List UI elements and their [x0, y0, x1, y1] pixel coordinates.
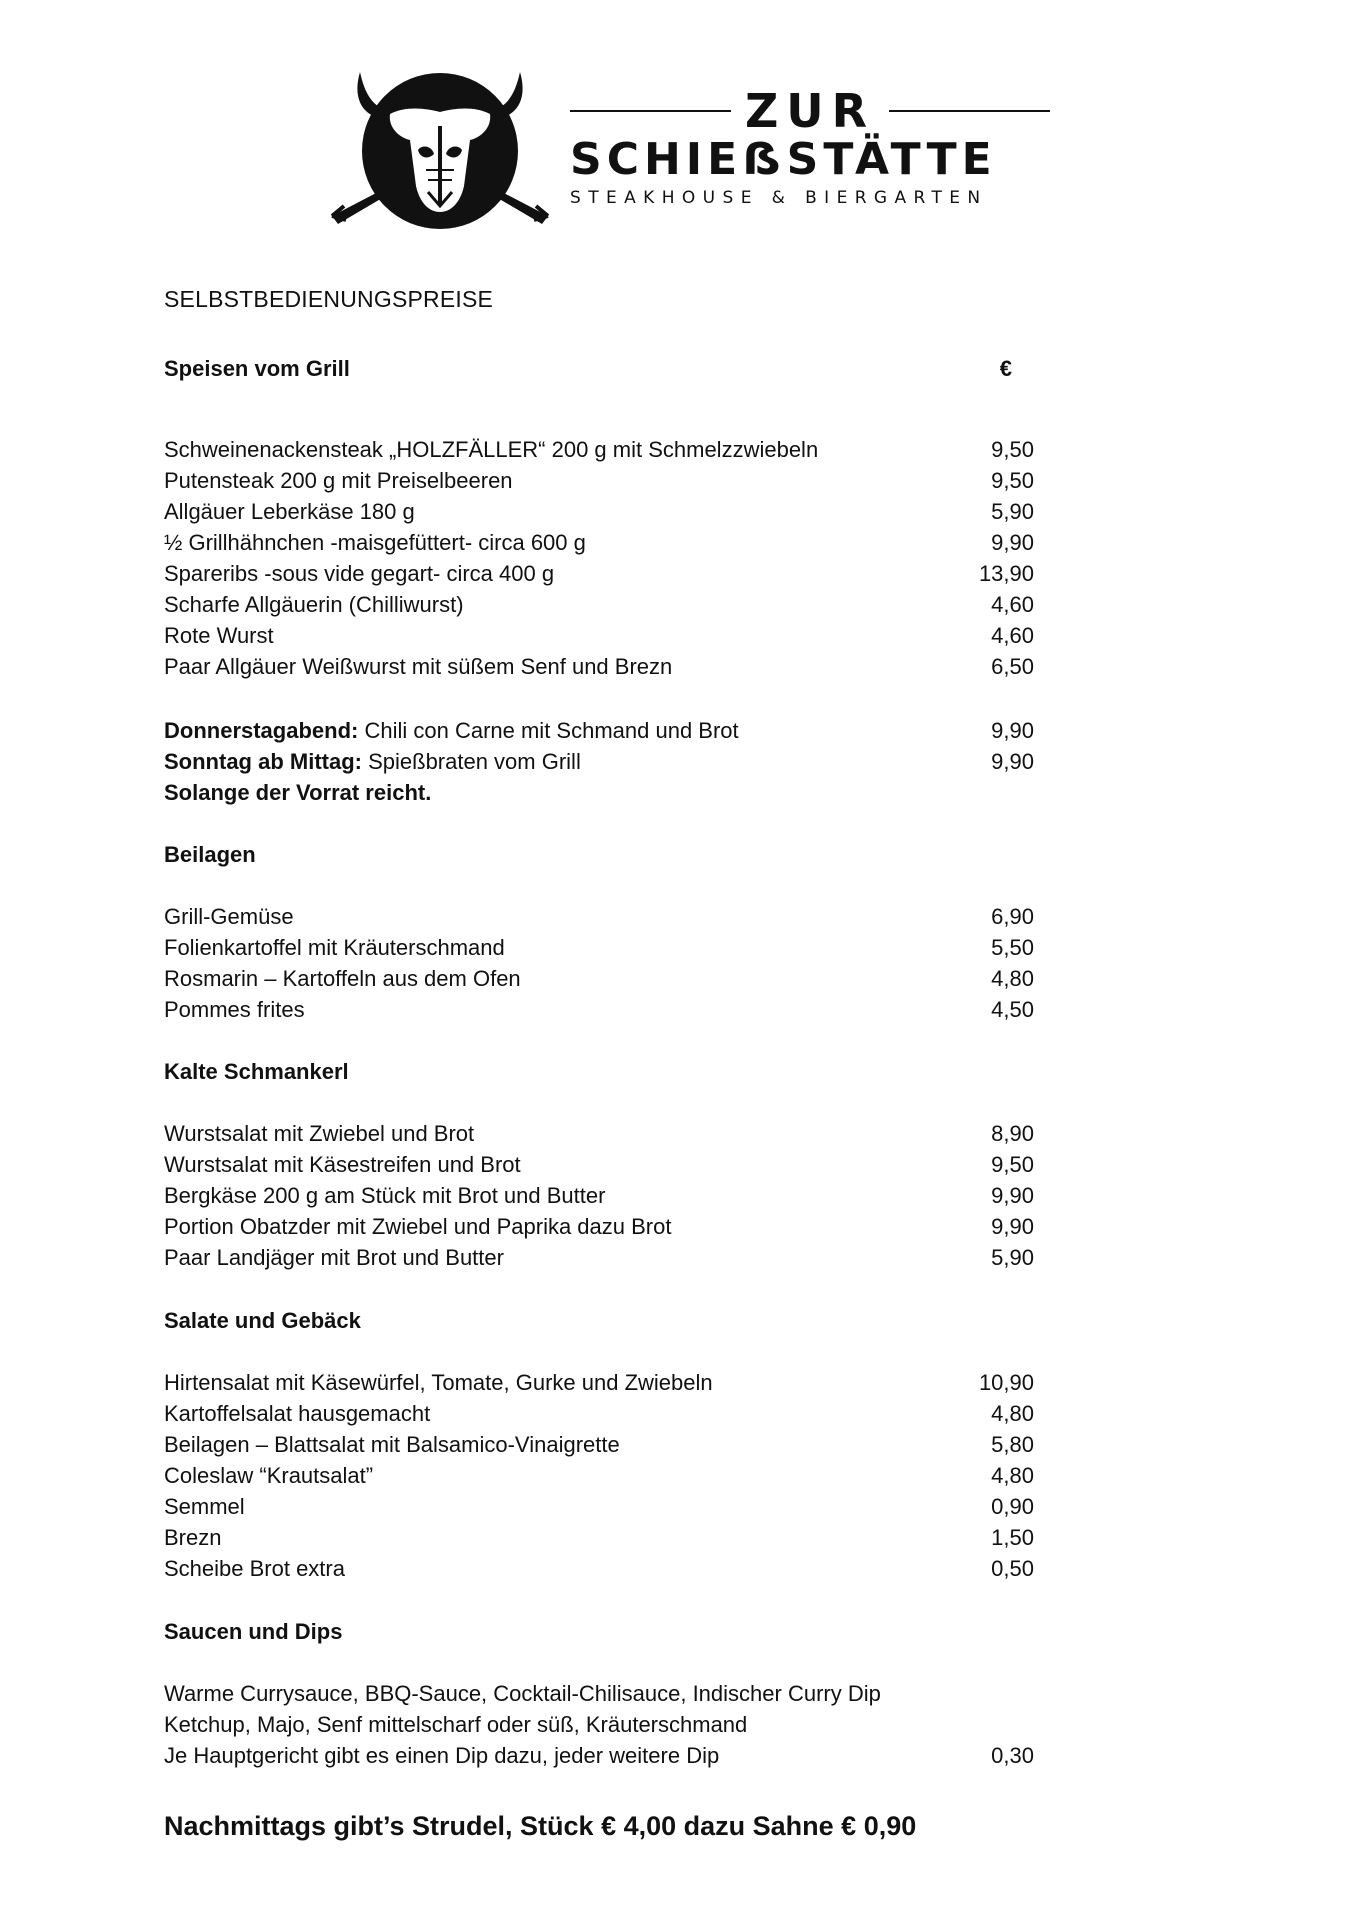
menu-item-price: 4,60 — [991, 623, 1034, 648]
menu-item-name: Folienkartoffel mit Kräuterschmand — [164, 935, 505, 960]
menu-item-name: Kartoffelsalat hausgemacht — [164, 1401, 431, 1426]
menu-item-price: 9,50 — [991, 1152, 1034, 1177]
brand-name-main: SCHIEẞSTÄTTE — [570, 134, 997, 185]
menu-item-price: 10,90 — [978, 1370, 1034, 1395]
menu-item-price: 4,60 — [991, 592, 1034, 617]
menu-item-price: 4,50 — [991, 997, 1034, 1022]
section-heading-kalte: Kalte Schmankerl — [164, 1059, 349, 1084]
menu-item-price: 9,50 — [991, 437, 1034, 462]
menu-item-price: 0,50 — [991, 1556, 1034, 1581]
menu-item-price: 9,50 — [991, 468, 1034, 493]
menu-item-name: Rosmarin – Kartoffeln aus dem Ofen — [164, 966, 521, 991]
logo — [330, 66, 1050, 236]
brand-top-row — [570, 86, 1050, 136]
menu-item-price: 9,90 — [991, 530, 1034, 555]
section-heading-beilagen: Beilagen — [164, 842, 256, 867]
menu-item — [164, 1243, 1034, 1273]
menu-item — [164, 1399, 1034, 1429]
menu-item — [164, 652, 1034, 682]
footer-note: Nachmittags gibt’s Strudel, Stück € 4,00 dazu Sahne € 0,90 — [164, 1811, 917, 1841]
menu-item-name: Schweinenackensteak „HOLZFÄLLER“ 200 g mit Schmelzzwiebeln — [164, 437, 819, 462]
menu-item — [164, 902, 1034, 932]
menu-item — [164, 1368, 1034, 1398]
menu-item — [164, 1181, 1034, 1211]
section-heading-salate: Salate und Gebäck — [164, 1308, 361, 1333]
menu-item-name: Coleslaw “Krautsalat” — [164, 1463, 374, 1488]
menu-item-name: ½ Grillhähnchen -maisgefüttert- circa 600 g — [164, 530, 586, 555]
saucen-line-2: Ketchup, Majo, Senf mittelscharf oder süß, Kräuterschmand — [164, 1712, 748, 1737]
menu-item-price: 13,90 — [978, 561, 1034, 586]
menu-item — [164, 466, 1034, 496]
menu-item — [164, 1523, 1034, 1553]
menu-item-name: Portion Obatzder mit Zwiebel und Paprika dazu Brot — [164, 1214, 672, 1239]
menu-item-name: Scharfe Allgäuerin (Chilliwurst) — [164, 592, 464, 617]
menu-item-name: Beilagen – Blattsalat mit Balsamico-Vinaigrette — [164, 1432, 620, 1457]
menu-item — [164, 590, 1034, 620]
saucen-line-3: Je Hauptgericht gibt es einen Dip dazu, jeder weitere Dip 0,30 — [164, 1743, 1034, 1768]
special-thursday: Donnerstagabend: Chili con Carne mit Schmand und Brot 9,90 — [164, 718, 1034, 743]
menu-item — [164, 435, 1034, 465]
menu-item — [164, 1461, 1034, 1491]
section-heading-saucen: Saucen und Dips — [164, 1619, 343, 1644]
menu-item-price: 4,80 — [991, 1401, 1034, 1426]
menu-item-name: Wurstsalat mit Zwiebel und Brot — [164, 1121, 475, 1146]
menu-item-price: 4,80 — [991, 1463, 1034, 1488]
menu-item — [164, 964, 1034, 994]
section-heading-grill: Speisen vom Grill € — [164, 354, 1034, 384]
menu-item — [164, 1150, 1034, 1180]
menu-item — [164, 1430, 1034, 1460]
bull-skull-emblem-icon — [330, 66, 560, 236]
menu-item — [164, 933, 1034, 963]
brand-wordmark — [570, 86, 1050, 210]
menu-item — [164, 559, 1034, 589]
brand-name-top: ZUR — [744, 84, 876, 138]
divider — [570, 110, 731, 112]
menu-item-price: 4,80 — [991, 966, 1034, 991]
menu-item-price: 6,50 — [991, 654, 1034, 679]
menu-item — [164, 1119, 1034, 1149]
menu-item-name: Scheibe Brot extra — [164, 1556, 345, 1581]
menu-item — [164, 995, 1034, 1025]
divider — [889, 110, 1050, 112]
special-note: Solange der Vorrat reicht. — [164, 780, 432, 805]
menu-item-price: 9,90 — [991, 1183, 1034, 1208]
menu-item-price: 0,90 — [991, 1494, 1034, 1519]
menu-item-price: 5,50 — [991, 935, 1034, 960]
menu-item — [164, 528, 1034, 558]
menu-item — [164, 1212, 1034, 1242]
menu-item-price: 6,90 — [991, 904, 1034, 929]
menu-item — [164, 621, 1034, 651]
menu-item-price: 1,50 — [991, 1525, 1034, 1550]
brand-tagline: STEAKHOUSE & BIERGARTEN — [570, 188, 988, 208]
menu-item-name: Paar Landjäger mit Brot und Butter — [164, 1245, 504, 1270]
menu-item-price: 8,90 — [991, 1121, 1034, 1146]
menu-item-name: Allgäuer Leberkäse 180 g — [164, 499, 415, 524]
page-title: SELBSTBEDIENUNGSPREISE — [164, 286, 494, 312]
menu-item-name: Putensteak 200 g mit Preiselbeeren — [164, 468, 513, 493]
menu-item — [164, 497, 1034, 527]
menu-item-name: Semmel — [164, 1494, 245, 1519]
menu-item-price: 9,90 — [991, 1214, 1034, 1239]
menu-item — [164, 1554, 1034, 1584]
menu-item-name: Bergkäse 200 g am Stück mit Brot und Butter — [164, 1183, 606, 1208]
special-sunday: Sonntag ab Mittag: Spießbraten vom Grill 9,90 — [164, 749, 1034, 774]
menu-item-name: Wurstsalat mit Käsestreifen und Brot — [164, 1152, 521, 1177]
menu-item-name: Paar Allgäuer Weißwurst mit süßem Senf und Brezn — [164, 654, 673, 679]
menu-item-name: Grill-Gemüse — [164, 904, 294, 929]
menu-item-price: 5,90 — [991, 499, 1034, 524]
menu-item-price: 5,90 — [991, 1245, 1034, 1270]
currency-symbol: € — [999, 356, 1012, 381]
menu-item-name: Rote Wurst — [164, 623, 274, 648]
menu-item-name: Hirtensalat mit Käsewürfel, Tomate, Gurke und Zwiebeln — [164, 1370, 713, 1395]
menu-item — [164, 1492, 1034, 1522]
menu-item-price: 5,80 — [991, 1432, 1034, 1457]
saucen-line-1: Warme Currysauce, BBQ-Sauce, Cocktail-Chilisauce, Indischer Curry Dip — [164, 1681, 881, 1706]
menu-item-name: Pommes frites — [164, 997, 305, 1022]
menu-item-name: Spareribs -sous vide gegart- circa 400 g — [164, 561, 555, 586]
menu-item-name: Brezn — [164, 1525, 222, 1550]
